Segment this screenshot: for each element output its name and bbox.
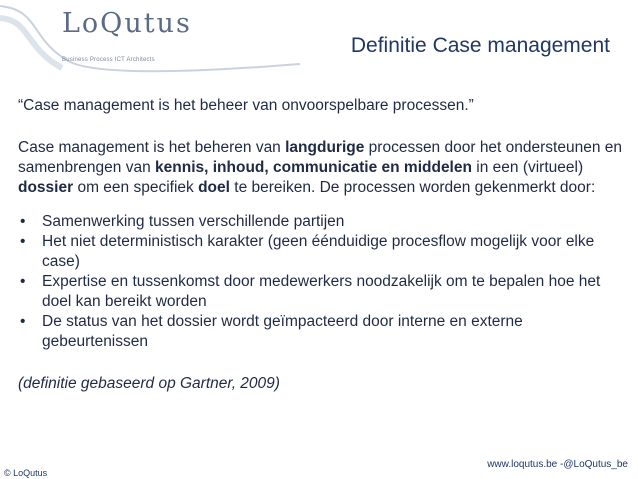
slide-title: Definitie Case management bbox=[350, 34, 610, 57]
definition-emphasis: dossier bbox=[18, 179, 74, 196]
definition-emphasis: langdurige bbox=[285, 139, 365, 156]
list-item bbox=[18, 232, 624, 272]
list-item-text: Samenwerking tussen verschillende partijen bbox=[42, 213, 345, 230]
definition-emphasis: doel bbox=[198, 179, 230, 196]
source-citation: (definitie gebaseerd op Gartner, 2009) bbox=[18, 375, 280, 392]
list-item bbox=[18, 212, 624, 232]
footer-copyright: © LoQutus bbox=[4, 468, 48, 478]
logo-tagline: Business Process ICT Architects bbox=[62, 57, 155, 63]
list-item-text: De status van het dossier wordt geïmpacteerd door interne en externe gebeurtenissen bbox=[42, 313, 523, 350]
slide-content bbox=[18, 96, 624, 394]
list-item bbox=[18, 272, 624, 312]
quote-text: “Case management is het beheer van onvoorspelbare processen.” bbox=[18, 97, 474, 114]
definition-text: te bereiken. De processen worden gekenmerkt door: bbox=[229, 179, 596, 196]
bullet-icon: • bbox=[20, 273, 26, 290]
definition-emphasis: kennis, inhoud, communicatie en middelen bbox=[155, 159, 472, 176]
definition-paragraph bbox=[18, 138, 624, 198]
definition-text: om een specifiek bbox=[73, 179, 199, 196]
characteristics-list bbox=[18, 212, 624, 352]
definition-text: in een (virtueel) bbox=[471, 159, 584, 176]
bullet-icon: • bbox=[20, 213, 26, 230]
footer-website: www.loqutus.be -@LoQutus_be bbox=[487, 459, 628, 470]
logo-name: LoQutus bbox=[62, 8, 192, 39]
definition-text: Case management is het beheren van bbox=[18, 139, 286, 156]
logo bbox=[0, 0, 300, 80]
bullet-icon: • bbox=[20, 233, 26, 250]
list-item bbox=[18, 312, 624, 352]
definition-text: processen door het ondersteunen en samenbrengen van bbox=[18, 139, 623, 176]
list-item-text: Het niet deterministisch karakter (geen éénduidige procesflow mogelijk voor elke case) bbox=[42, 233, 595, 270]
list-item-text: Expertise en tussenkomst door medewerkers noodzakelijk om te bepalen hoe het doel kan bereikt worden bbox=[42, 273, 601, 310]
bullet-icon: • bbox=[20, 313, 26, 330]
